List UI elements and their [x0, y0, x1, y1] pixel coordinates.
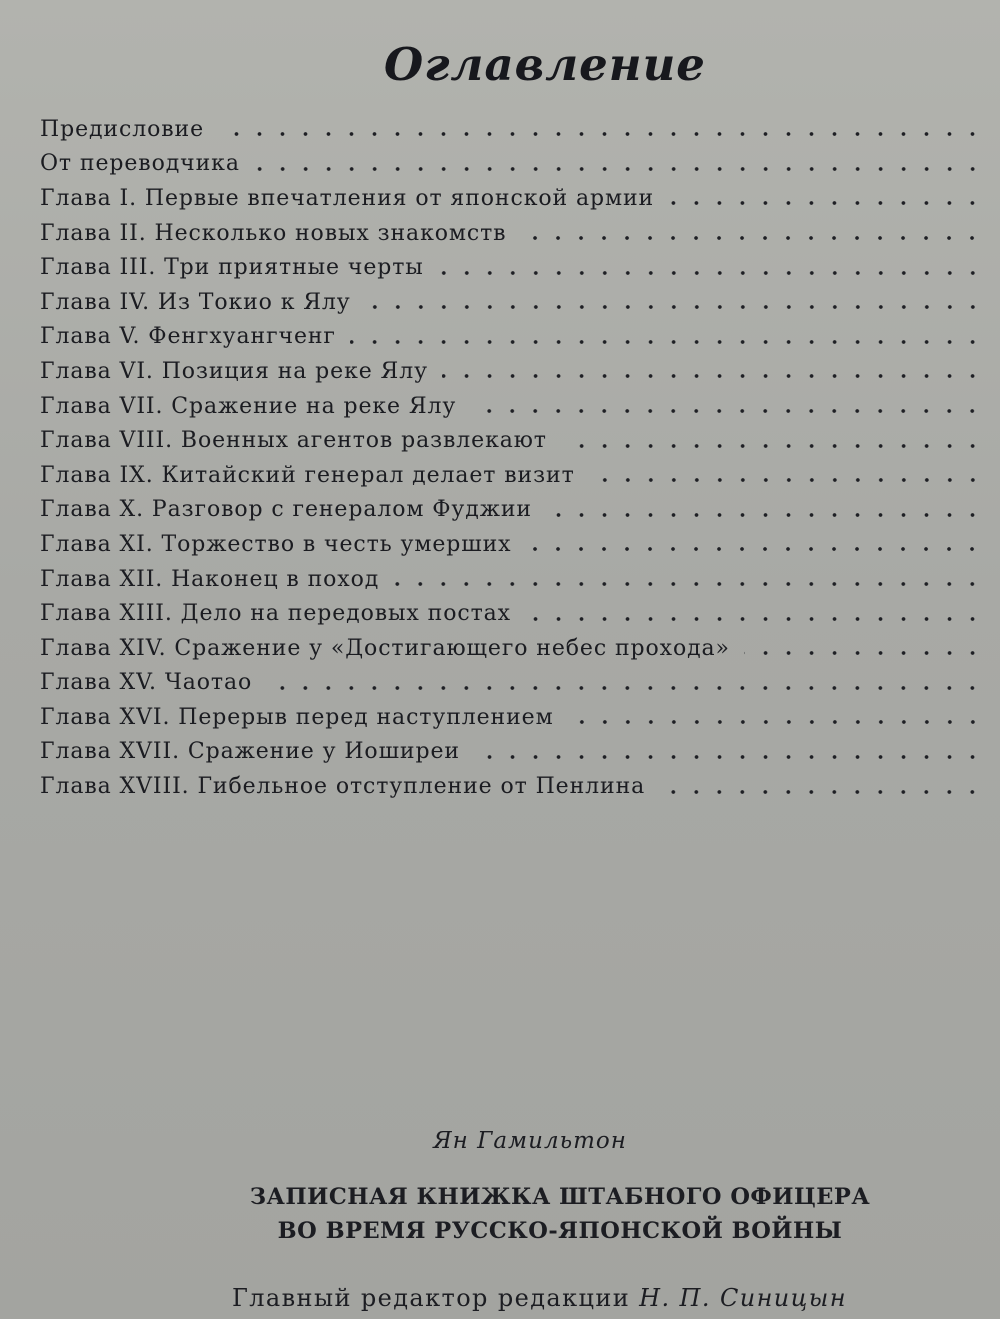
dot-leader — [350, 339, 984, 345]
toc-entry — [40, 389, 1000, 424]
toc-entry — [40, 458, 1000, 493]
toc-entry-label: Глава XVII. Сражение у Иоширеи — [40, 739, 460, 765]
toc-entry — [40, 631, 1000, 666]
toc-entry-label: От переводчика — [40, 151, 240, 177]
toc-entry-label: Глава XII. Наконец в поход — [40, 566, 380, 592]
toc-entry — [40, 562, 1000, 597]
toc-entry — [40, 666, 1000, 701]
book-title-line: ЗАПИСНАЯ КНИЖКА ШТАБНОГО ОФИЦЕРА — [249, 1184, 871, 1210]
dot-leader — [438, 270, 984, 276]
toc-entry — [40, 735, 1000, 770]
editor-label: Главный редактор редакции — [232, 1284, 631, 1312]
dot-leader — [525, 616, 984, 622]
toc-list — [40, 112, 1000, 804]
toc-entry-label: Глава IV. Из Токио к Ялу — [40, 289, 351, 315]
toc-entry — [40, 147, 1000, 182]
dot-leader — [589, 477, 984, 483]
toc-entry-label: Глава XIV. Сражение у «Достигающего небес прохода» — [40, 635, 730, 661]
dot-leader — [546, 512, 984, 518]
toc-entry-label: Глава VII. Сражение на реке Ялу — [40, 393, 457, 419]
dot-leader — [659, 789, 984, 795]
toc-entry-label: Глава V. Фенгхуангченг — [40, 324, 336, 350]
toc-entry — [40, 250, 1000, 285]
toc-entry — [40, 354, 1000, 389]
toc-entry-label: Глава X. Разговор с генералом Фуджии — [40, 497, 532, 523]
dot-leader — [266, 685, 984, 691]
toc-entry-label: Глава II. Несколько новых знакомств — [40, 220, 507, 246]
book-title — [210, 1180, 910, 1248]
dot-leader — [442, 373, 984, 379]
dot-leader — [668, 200, 984, 206]
toc-entry — [40, 769, 1000, 804]
dot-leader — [393, 581, 984, 587]
toc-entry — [40, 423, 1000, 458]
dot-leader — [218, 131, 984, 137]
editor-credit — [232, 1284, 992, 1312]
dot-leader — [470, 408, 984, 414]
toc-entry — [40, 181, 1000, 216]
toc-entry-label: Глава IX. Китайский генерал делает визит — [40, 462, 575, 488]
toc-entry-label: Глава VI. Позиция на реке Ялу — [40, 358, 428, 384]
dot-leader — [474, 754, 984, 760]
toc-entry-label: Глава I. Первые впечатления от японской армии — [40, 185, 655, 211]
editor-name: Н. П. Синицын — [639, 1284, 847, 1312]
toc-entry-label: Глава III. Три приятные черты — [40, 255, 424, 281]
toc-title: Оглавление — [384, 38, 706, 91]
toc-entry — [40, 596, 1000, 631]
toc-entry — [40, 285, 1000, 320]
dot-leader — [365, 304, 984, 310]
toc-entry-label: Глава XVIII. Гибельное отступление от Пенлина — [40, 774, 646, 800]
dot-leader — [520, 235, 984, 241]
book-title-line: ВО ВРЕМЯ РУССКО-ЯПОНСКОЙ ВОЙНЫ — [277, 1218, 843, 1244]
dot-leader — [525, 546, 984, 552]
dot-leader — [744, 650, 984, 656]
toc-entry — [40, 112, 1000, 147]
dot-leader — [561, 443, 984, 449]
toc-entry-label: Глава XVI. Перерыв перед наступлением — [40, 704, 554, 730]
toc-entry — [40, 493, 1000, 528]
dot-leader — [254, 166, 984, 172]
author-name: Ян Гамильтон — [433, 1128, 627, 1154]
toc-entry — [40, 700, 1000, 735]
toc-entry-label: Глава XV. Чаотао — [40, 670, 253, 696]
toc-entry-label: Предисловие — [40, 116, 205, 142]
toc-entry-label: Глава XIII. Дело на передовых постах — [40, 601, 511, 627]
toc-entry — [40, 320, 1000, 355]
dot-leader — [568, 719, 984, 725]
toc-entry — [40, 527, 1000, 562]
toc-entry-label: Глава XI. Торжество в честь умерших — [40, 531, 512, 557]
toc-entry — [40, 216, 1000, 251]
toc-entry-label: Глава VIII. Военных агентов развлекают — [40, 428, 547, 454]
